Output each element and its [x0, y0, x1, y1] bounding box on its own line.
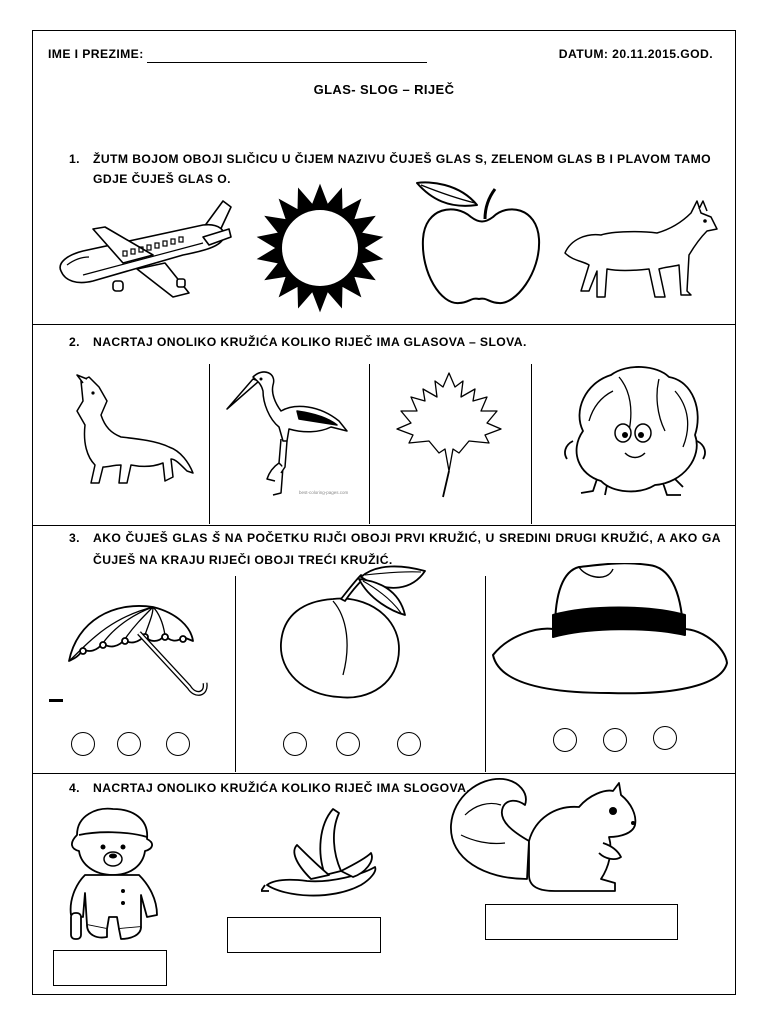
task-3-text-line1 — [93, 531, 721, 545]
task-2-column-divider-3 — [531, 364, 532, 524]
apple-picture[interactable] — [415, 177, 545, 309]
howling-wolf-picture[interactable] — [57, 371, 197, 491]
stork-picture[interactable] — [223, 363, 353, 497]
umbrella-circle-1[interactable] — [71, 732, 95, 756]
task-3-sound-letter: Š — [212, 531, 221, 545]
section-divider-2 — [33, 525, 735, 526]
page-title: GLAS- SLOG – RIJEČ — [313, 82, 455, 97]
task-1-text-line1: ŽUTM BOJOM OBOJI SLIČICU U ČIJEM NAZIVU ČUJEŠ GLAS S, ZELENOM GLAS B I PLAVOM TAMO — [93, 152, 712, 166]
hat-circle-3[interactable] — [653, 726, 677, 750]
bear-picture[interactable] — [57, 805, 167, 945]
peach-circle-1[interactable] — [283, 732, 307, 756]
task-3-text-b: NA POČETKU RIJČI OBOJI PRVI KRUŽIĆ, U SREDINI DRUGI KRUŽIĆ, A AKO GA — [220, 531, 721, 545]
hat-circle-2[interactable] — [603, 728, 627, 752]
umbrella-circle-2[interactable] — [117, 732, 141, 756]
task-2-column-divider-2 — [369, 364, 370, 524]
squirrel-picture[interactable] — [445, 775, 655, 899]
cabbage-picture[interactable] — [559, 361, 709, 501]
wolf-picture[interactable] — [561, 195, 721, 305]
peach-circle-3[interactable] — [397, 732, 421, 756]
umbrella-picture[interactable] — [43, 591, 213, 707]
name-label: IME I PREZIME: — [48, 47, 144, 61]
task-2-number: 2. — [69, 335, 80, 349]
hat-circle-1[interactable] — [553, 728, 577, 752]
task-4-number: 4. — [69, 781, 80, 795]
task-3-text-a: AKO ČUJEŠ GLAS — [93, 531, 213, 545]
squirrel-syllable-box[interactable] — [485, 904, 678, 940]
task-1-number: 1. — [69, 152, 80, 166]
umbrella-circle-3[interactable] — [166, 732, 190, 756]
leaf-picture[interactable] — [389, 371, 509, 499]
stork-watermark: best-coloring-pages.com — [299, 490, 349, 495]
section-divider-1 — [33, 324, 735, 325]
worksheet — [32, 30, 736, 995]
task-2-text: NACRTAJ ONOLIKO KRUŽIĆA KOLIKO RIJEČ IMA GLASOVA – SLOVA. — [93, 335, 527, 349]
bear-syllable-box[interactable] — [53, 950, 167, 986]
airplane-picture[interactable] — [53, 193, 233, 303]
task-4-text: NACRTAJ ONOLIKO KRUŽIĆA KOLIKO RIJEČ IMA SLOGOVA. — [93, 781, 471, 795]
name-line[interactable] — [147, 62, 427, 63]
task-3-column-divider-1 — [235, 576, 236, 772]
task-3-text-line2: ČUJEŠ NA KRAJU RIJEČI OBOJI TREĆI KRUŽIĆ. — [93, 553, 393, 567]
peach-picture[interactable] — [273, 565, 437, 701]
section-divider-3 — [33, 773, 735, 774]
peach-circle-2[interactable] — [336, 732, 360, 756]
task-3-column-divider-2 — [485, 576, 486, 772]
hat-picture[interactable] — [489, 563, 731, 699]
task-1-text-line2: GDJE ČUJEŠ GLAS O. — [93, 172, 231, 186]
banana-syllable-box[interactable] — [227, 917, 381, 953]
banana-picture[interactable] — [261, 805, 381, 903]
task-2-column-divider-1 — [209, 364, 210, 524]
task-3-number: 3. — [69, 531, 80, 545]
sun-picture[interactable] — [255, 183, 385, 313]
date-label: DATUM: 20.11.2015.GOD. — [558, 47, 713, 61]
